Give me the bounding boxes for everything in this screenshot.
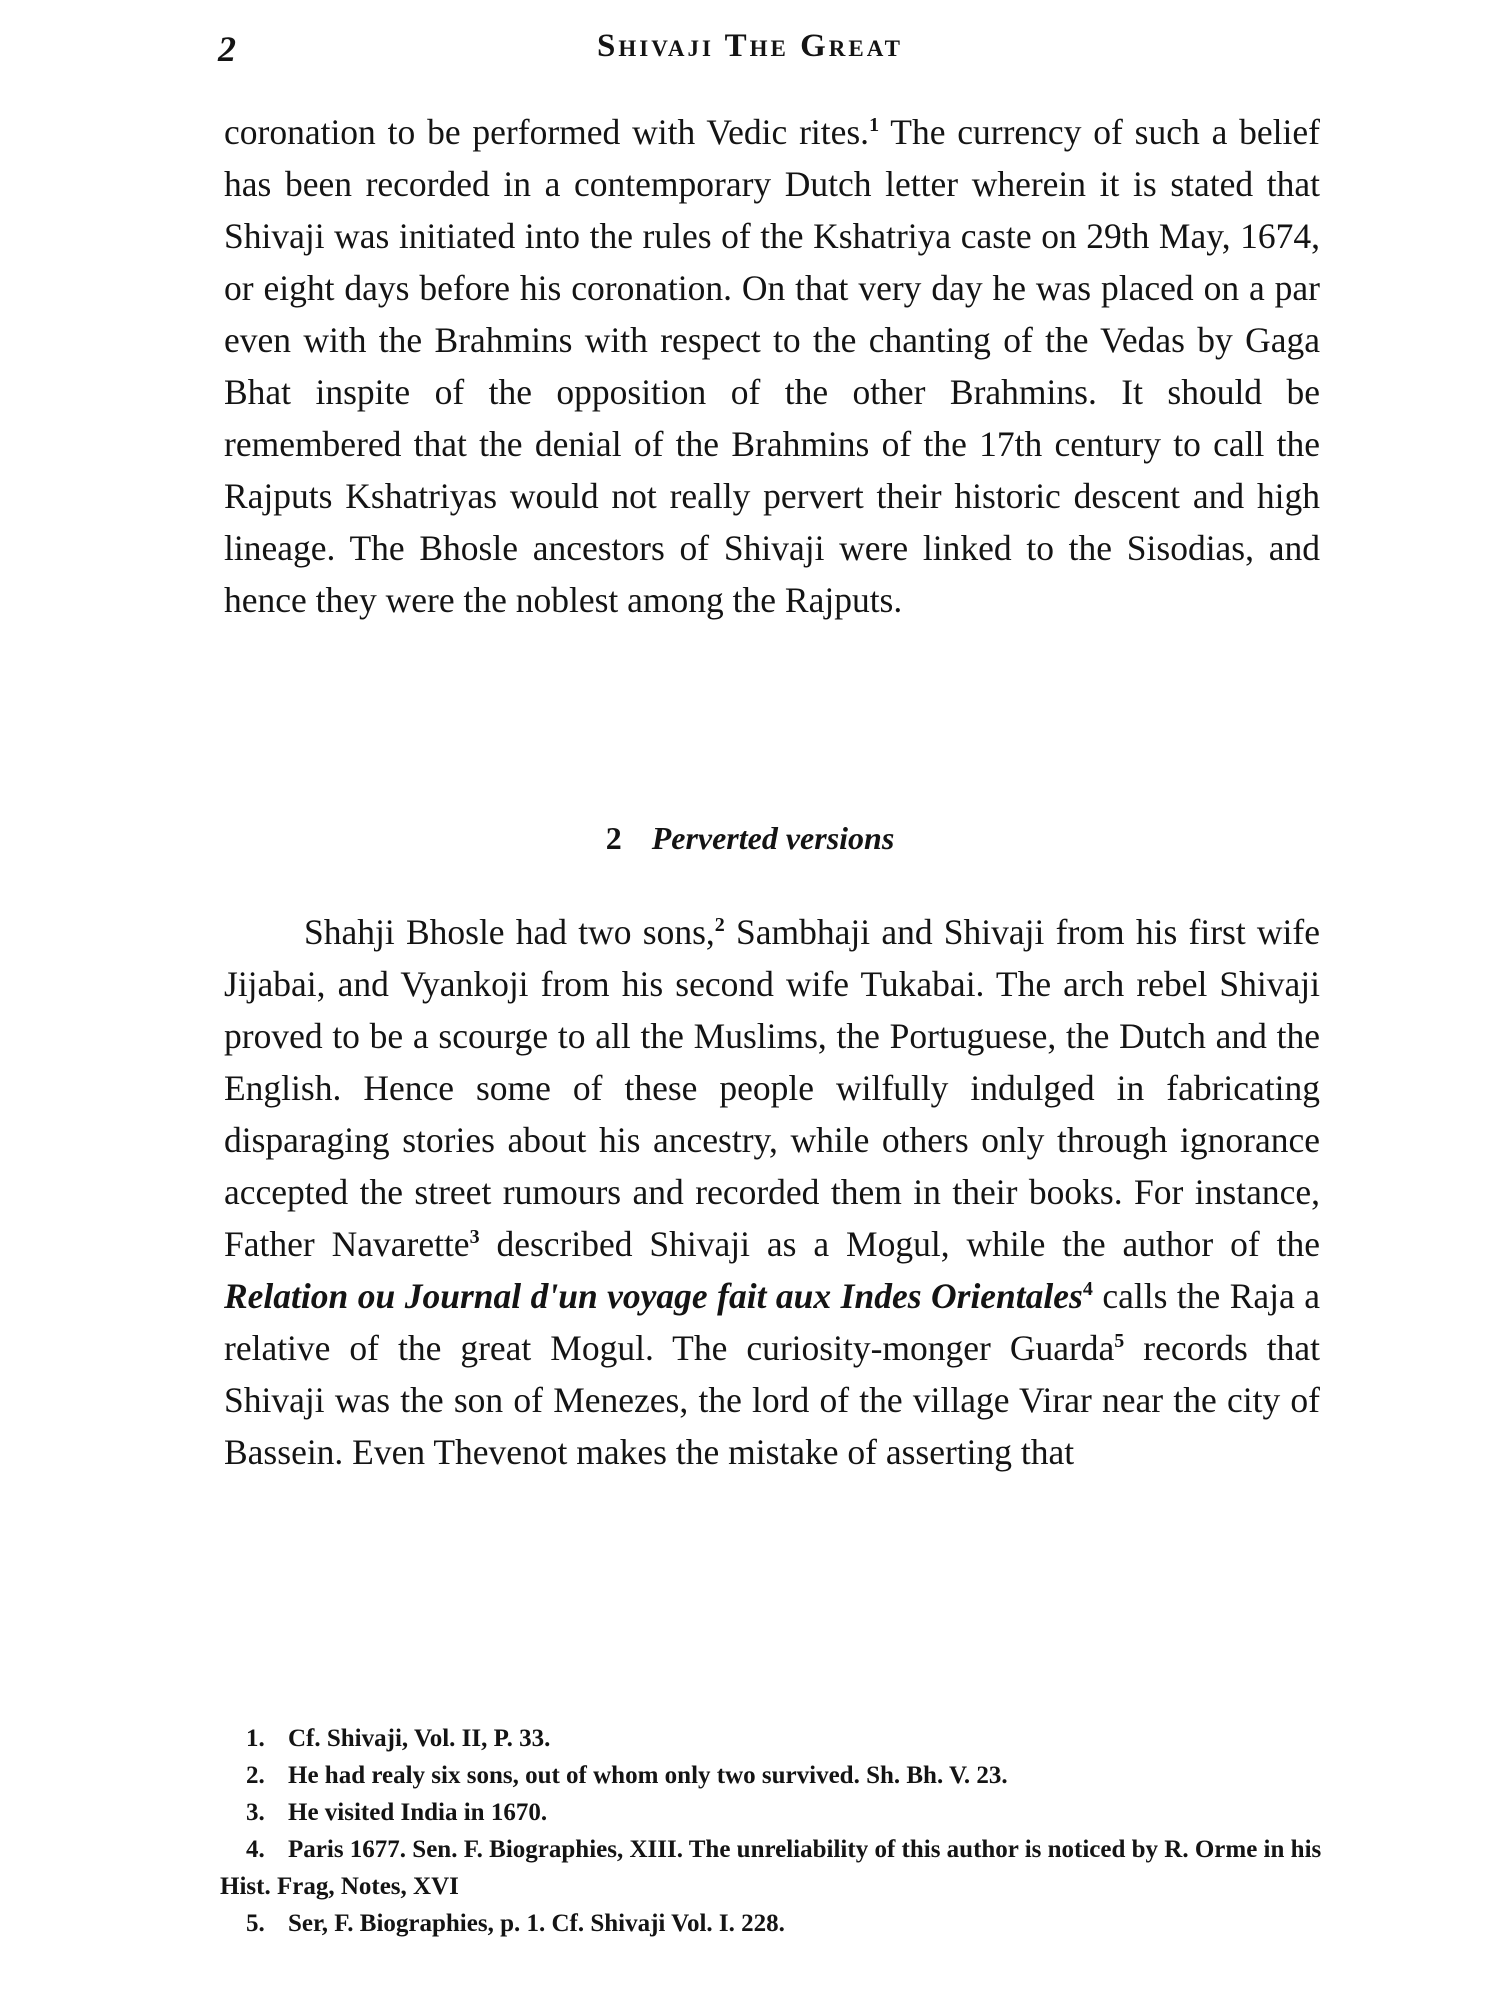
- book-title: Relation ou Journal d'un voyage fait aux Indes Orientales: [224, 1276, 1083, 1316]
- footnote-ref-5[interactable]: 5: [1114, 1330, 1125, 1353]
- section-title: Perverted versions: [651, 820, 895, 856]
- footnote-3: [220, 1794, 1330, 1831]
- footnote-text: Ser, F. Biographies, p. 1. Cf. Shivaji Vol. I. 228.: [288, 1910, 785, 1937]
- paragraph-text: The currency of such a belief has been recorded in a contemporary Dutch letter wherein it is stated that Shivaji was initiated into the rules of the Kshatriya caste on 29th May, 1674, or eight days before his coronation. On that very day he was placed on a par even with the Brahmins with respect to the chanting of the Vedas by Gaga Bhat inspite of the opposition of the other Brahmins. It should be remembered that the denial of the Brahmins of the 17th century to call the Rajputs Kshatriyas would not really pervert their historic descent and high lineage. The Bhosle ancestors of Shivaji were linked to the Sisodias, and hence they were the noblest among the Rajputs.: [224, 112, 1320, 620]
- footnote-number: 1.: [246, 1725, 265, 1752]
- paragraph-text: records that Shivaji was the son of Menezes, the lord of the village Virar near the city of Bassein. Even Thevenot makes the mistake of asserting that: [224, 1328, 1320, 1472]
- paragraph-text: coronation to be performed with Vedic rites.: [224, 112, 870, 152]
- footnote-text: He had realy six sons, out of whom only two survived. Sh. Bh. V. 23.: [288, 1762, 1008, 1789]
- footnote-2: [220, 1757, 1330, 1794]
- paragraph-text: described Shivaji as a Mogul, while the author of the: [479, 1224, 1320, 1264]
- footnote-1: [220, 1720, 1330, 1757]
- footnote-number: 2.: [246, 1762, 265, 1789]
- paragraph-coronation: [224, 106, 1320, 626]
- footnote-number: 4.: [246, 1836, 265, 1863]
- footnote-ref-1[interactable]: 1: [869, 114, 880, 137]
- footnote-5: [220, 1905, 1330, 1942]
- footnotes: [220, 1720, 1330, 1942]
- footnote-text: He visited India in 1670.: [288, 1799, 548, 1826]
- footnote-number: 3.: [246, 1799, 265, 1826]
- footnote-text: Paris 1677. Sen. F. Biographies, XIII. The unreliability of this author is noticed by R. Orme in his Hist. Frag, Notes, XVI: [220, 1836, 1322, 1900]
- footnote-ref-2[interactable]: 2: [714, 914, 725, 937]
- footnote-ref-3[interactable]: 3: [469, 1226, 480, 1249]
- page-number: 2: [218, 29, 236, 69]
- footnote-text: Cf. Shivaji, Vol. II, P. 33.: [288, 1725, 551, 1752]
- paragraph-text: Shahji Bhosle had two sons,: [304, 912, 715, 952]
- footnote-4: [220, 1831, 1330, 1905]
- footnote-ref-4[interactable]: 4: [1082, 1278, 1093, 1301]
- section-number: 2: [605, 820, 622, 856]
- paragraph-perverted-versions: [224, 906, 1320, 1478]
- footnote-number: 5.: [246, 1910, 265, 1937]
- paragraph-text: calls the Raja a relative of the great Mogul. The curiosity-monger Guarda: [224, 1276, 1320, 1368]
- running-title: Shivaji The Great: [597, 28, 903, 64]
- paragraph-text: Sambhaji and Shivaji from his first wife Jijabai, and Vyankoji from his second wife Tukabai. The arch rebel Shivaji proved to be a scourge to all the Muslims, the Portuguese, the Dutch and the English. Hence some of these people wilfully indulged in fabricating disparaging stories about his ancestry, while others only through ignorance accepted the street rumours and recorded them in their books. For instance, Father Navarette: [224, 912, 1320, 1264]
- section-heading: [0, 820, 1500, 857]
